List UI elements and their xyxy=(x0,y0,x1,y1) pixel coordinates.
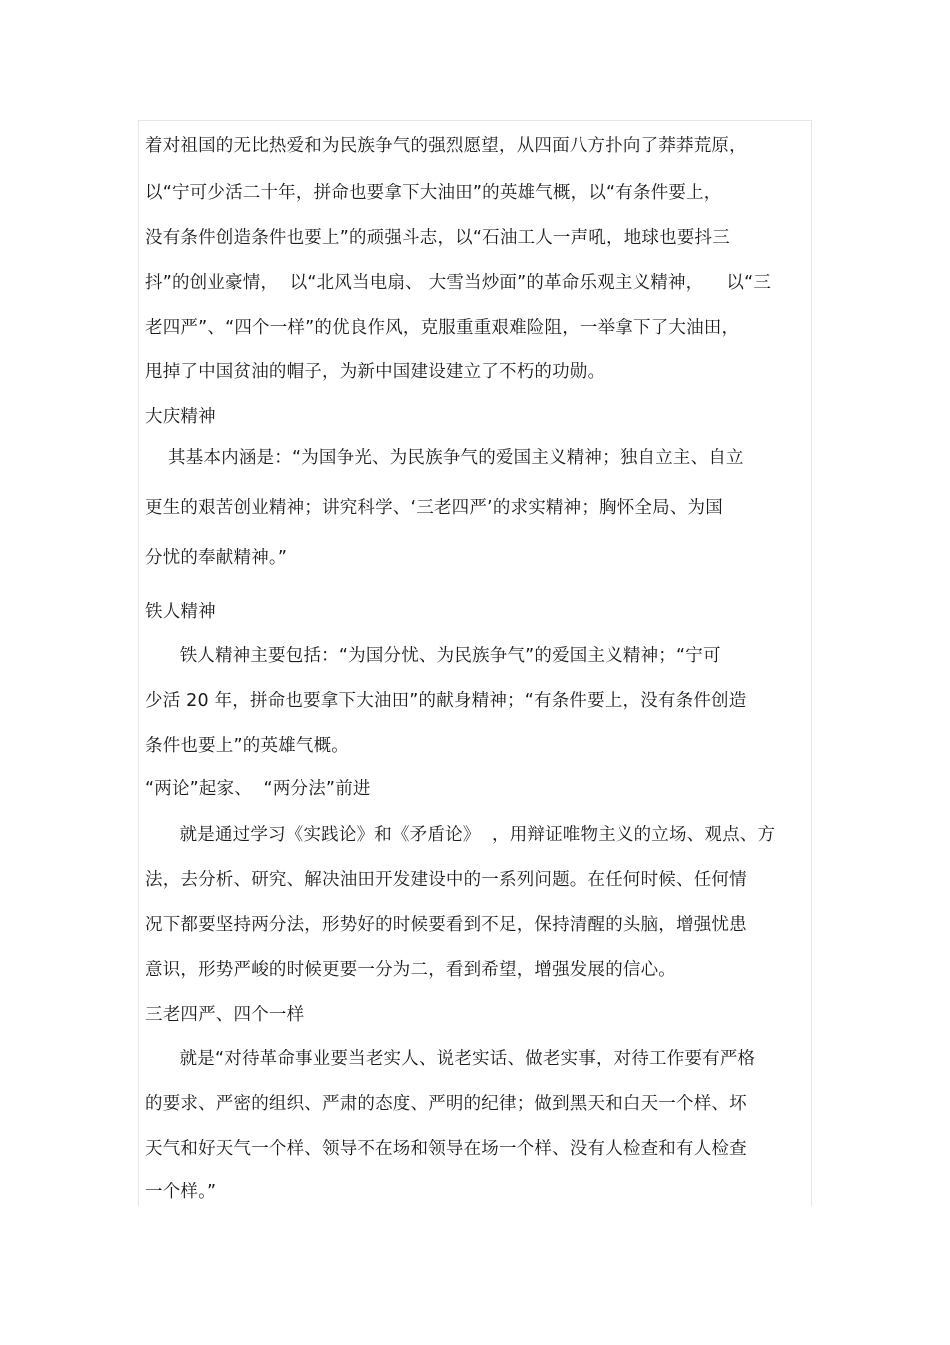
paragraph-line: 天气和好天气一个样、领导不在场和领导在场一个样、没有人检查和有人检查 xyxy=(145,1139,747,1159)
paragraph-line: 分忧的奉献精神。” xyxy=(145,548,288,568)
section-heading-sanlao: 三老四严、四个一样 xyxy=(145,1005,305,1025)
paragraph-line: 意识，形势严峻的时候更要一分为二，看到希望，增强发展的信心。 xyxy=(145,960,676,980)
paragraph-line: 法，去分析、研究、解决油田开发建设中的一系列问题。在任何时候、任何情 xyxy=(145,870,747,890)
paragraph-line: 况下都要坚持两分法，形势好的时候要看到不足，保持清醒的头脑，增强忧患 xyxy=(145,915,747,935)
section-heading-tieren: 铁人精神 xyxy=(145,602,216,622)
paragraph-line: 更生的艰苦创业精神；讲究科学、‘三老四严’的求实精神；胸怀全局、为国 xyxy=(145,498,723,518)
paragraph-line: 条件也要上”的英雄气概。 xyxy=(145,736,349,756)
paragraph-line: 铁人精神主要包括：“为国分忧、为民族争气”的爱国主义精神；“宁可 xyxy=(145,646,721,666)
section-heading-daqing: 大庆精神 xyxy=(145,407,216,427)
intro-line: 没有条件创造条件也要上”的顽强斗志，以“石油工人一声吼，地球也要抖三 xyxy=(145,228,730,248)
intro-line: 以“宁可少活二十年，拼命也要拿下大油田”的英雄气概，以“有条件要上， xyxy=(145,183,722,203)
paragraph-line: 的要求、严密的组织、严肃的态度、严明的纪律；做到黑天和白天一个样、坏 xyxy=(145,1094,747,1114)
intro-line: 老四严”、“四个一样”的优良作风，克服重重艰难险阻，一举拿下了大油田， xyxy=(145,318,740,338)
paragraph-line: 一个样。” xyxy=(145,1182,217,1202)
paragraph-line: 其基本内涵是：“为国争光、为民族争气的爱国主义精神；独自立主、自立 xyxy=(145,448,744,468)
paragraph-line: 少活 20 年，拼命也要拿下大油田”的献身精神；“有条件要上，没有条件创造 xyxy=(145,691,747,711)
intro-line: 抖”的创业豪情， 以“北风当电扇、 大雪当炒面”的革命乐观主义精神， 以“三 xyxy=(145,273,772,293)
intro-line: 甩掉了中国贫油的帽子，为新中国建设建立了不朽的功勋。 xyxy=(145,362,606,382)
intro-line: 着对祖国的无比热爱和为民族争气的强烈愿望，从四面八方扑向了莽莽荒原， xyxy=(145,136,747,156)
paragraph-line: 就是通过学习《实践论》和《矛盾论》 ，用辩证唯物主义的立场、观点、方 xyxy=(145,825,776,845)
section-heading-lianglun: “两论”起家、 “两分法”前进 xyxy=(145,779,371,799)
paragraph-line: 就是“对待革命事业要当老实人、说老实话、做老实事，对待工作要有严格 xyxy=(145,1049,756,1069)
